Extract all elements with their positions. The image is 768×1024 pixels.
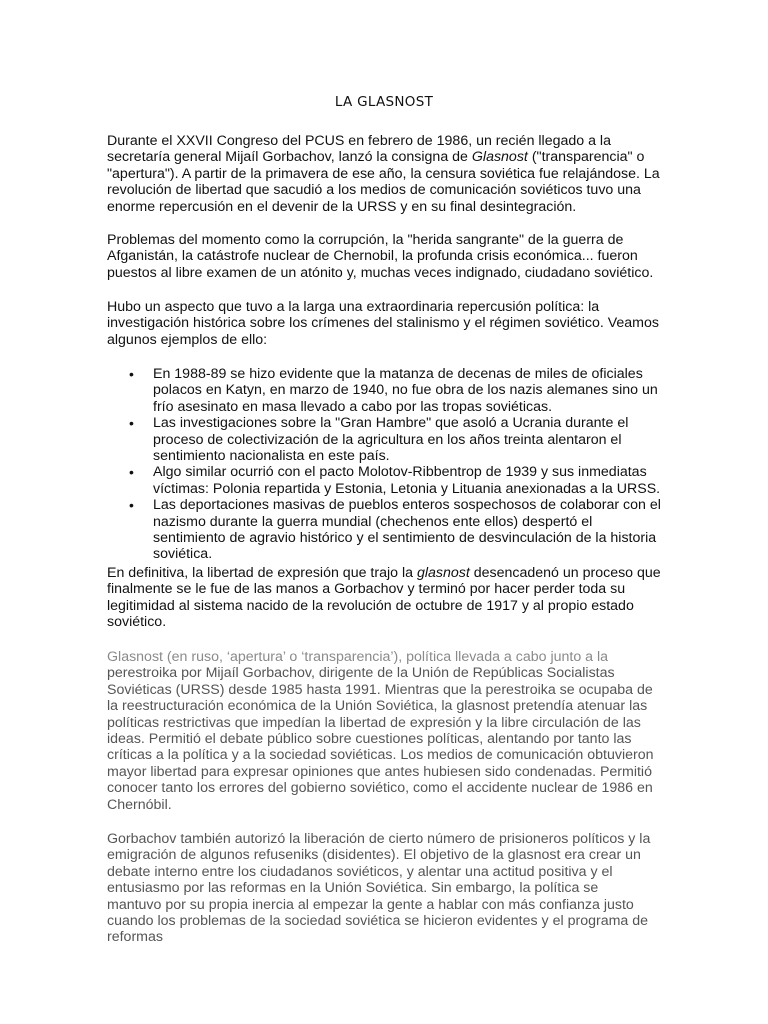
bullet-icon: • <box>129 497 134 514</box>
paragraph-conclusion <box>107 565 667 631</box>
paragraph-liberation: Gorbachov también autorizó la liberación de cierto número de prisioneros políticos y la emigración de algunos refuseniks (disidentes). El objetivo de la glasnost era crear un debate interno entre los ciudadanos soviéticos, y alentar una actitud positiva y el entusiasmo por las reformas en la Unión Soviética. Sin embargo, la política se mantuvo por su propia inercia al empezar la gente a hablar con más confianza justo cuando los problemas de la sociedad soviética se hicieron evidentes y el programa de reformas <box>107 831 651 946</box>
paragraph-intro-text-a: Durante el XXVII Congreso del PCUS en febrero de 1986, un recién llegado a la secretaría general Mijaíl Gorbachov, lanzó la consigna de <box>107 133 611 166</box>
paragraph-conclusion-emphasis: glasnost <box>416 565 470 581</box>
paragraph-intro <box>107 133 667 215</box>
paragraph-intro-emphasis: Glasnost <box>471 149 528 166</box>
paragraph-definition-first-line: Glasnost (en ruso, ‘apertura’ o ‘transparencia’), política llevada a cabo junto a la <box>107 649 609 665</box>
list-item-text: En 1988-89 se hizo evidente que la matanza de decenas de miles de oficiales polacos en Katyn, en marzo de 1940, no fue obra de los nazis alemanes sino un frío asesinato en masa llevado a cabo por las tropas soviéticas. <box>153 366 658 415</box>
paragraph-problems: Problemas del momento como la corrupción, la "herida sangrante" de la guerra de Afganistán, la catástrofe nuclear de Chernobil, la profunda crisis económica... fueron puestos al libre examen de un atónito y, muchas veces indignado, ciudadano soviético. <box>107 232 654 281</box>
paragraph-definition <box>107 649 655 813</box>
examples-list <box>107 366 667 563</box>
list-item <box>107 497 667 563</box>
list-item-text: Algo similar ocurrió con el pacto Molotov-Ribbentrop de 1939 y sus inmediatas víctimas: Polonia repartida y Estonia, Letonia y Lituania anexionadas a la URSS. <box>153 464 661 497</box>
list-item <box>107 464 667 497</box>
bullet-icon: • <box>129 415 134 432</box>
paragraph-intro-text-b: ("transparencia" o "apertura"). A partir de la primavera de ese año, la censura soviética fue relajándose. La revolución de libertad que sacudió a los medios de comunicación soviéticos tuvo una enorme repercusión en el devenir de la URSS y en su final desintegración. <box>107 149 660 215</box>
list-item <box>107 415 667 464</box>
paragraph-historical-research: Hubo un aspecto que tuvo a la larga una extraordinaria repercusión política: la investigación histórica sobre los crímenes del stalinismo y el régimen soviético. Veamos algunos ejemplos de ello: <box>107 299 659 348</box>
paragraph-conclusion-text-a: En definitiva, la libertad de expresión que trajo la <box>107 565 417 581</box>
list-item <box>107 366 667 415</box>
bullet-icon: • <box>129 464 134 481</box>
paragraph-definition-rest: perestroika por Mijaíl Gorbachov, dirigente de la Unión de Repúblicas Socialistas Soviéticas (URSS) desde 1985 hasta 1991. Mientras que la perestroika se ocupaba de la reestructuración económica de la Unión Soviética, la glasnost pretendía atenuar las políticas restrictivas que impedían la libertad de expresión y la libre circulación de las ideas. Permitió el debate público sobre cuestiones políticas, alentando por tanto las críticas a la política y a la sociedad soviéticas. Los medios de comunicación obtuvieron mayor libertad para expresar opiniones que antes hubiesen sido condenadas. Permitió conocer tanto los errores del gobierno soviético, como el accidente nuclear de 1986 en Chernóbil. <box>107 665 654 813</box>
list-item-text: Las investigaciones sobre la "Gran Hambre" que asoló a Ucrania durante el proceso de colectivización de la agricultura en los años treinta alentaron el sentimiento nacionalista en este país. <box>153 415 629 465</box>
list-item-text: Las deportaciones masivas de pueblos enteros sospechosos de colaborar con el nazismo durante la guerra mundial (chechenos ente ellos) despertó el sentimiento de agravio histórico y el sentimiento de desvinculación de la historia soviética. <box>153 497 661 563</box>
paragraph-conclusion-text-b: desencadenó un proceso que finalmente se le fue de las manos a Gorbachov y terminó por hacer perder toda su legitimidad al sistema nacido de la revolución de octubre de 1917 y al propio estado soviético. <box>107 565 661 631</box>
bullet-icon: • <box>129 366 134 382</box>
document-title: LA GLASNOST <box>334 94 434 110</box>
